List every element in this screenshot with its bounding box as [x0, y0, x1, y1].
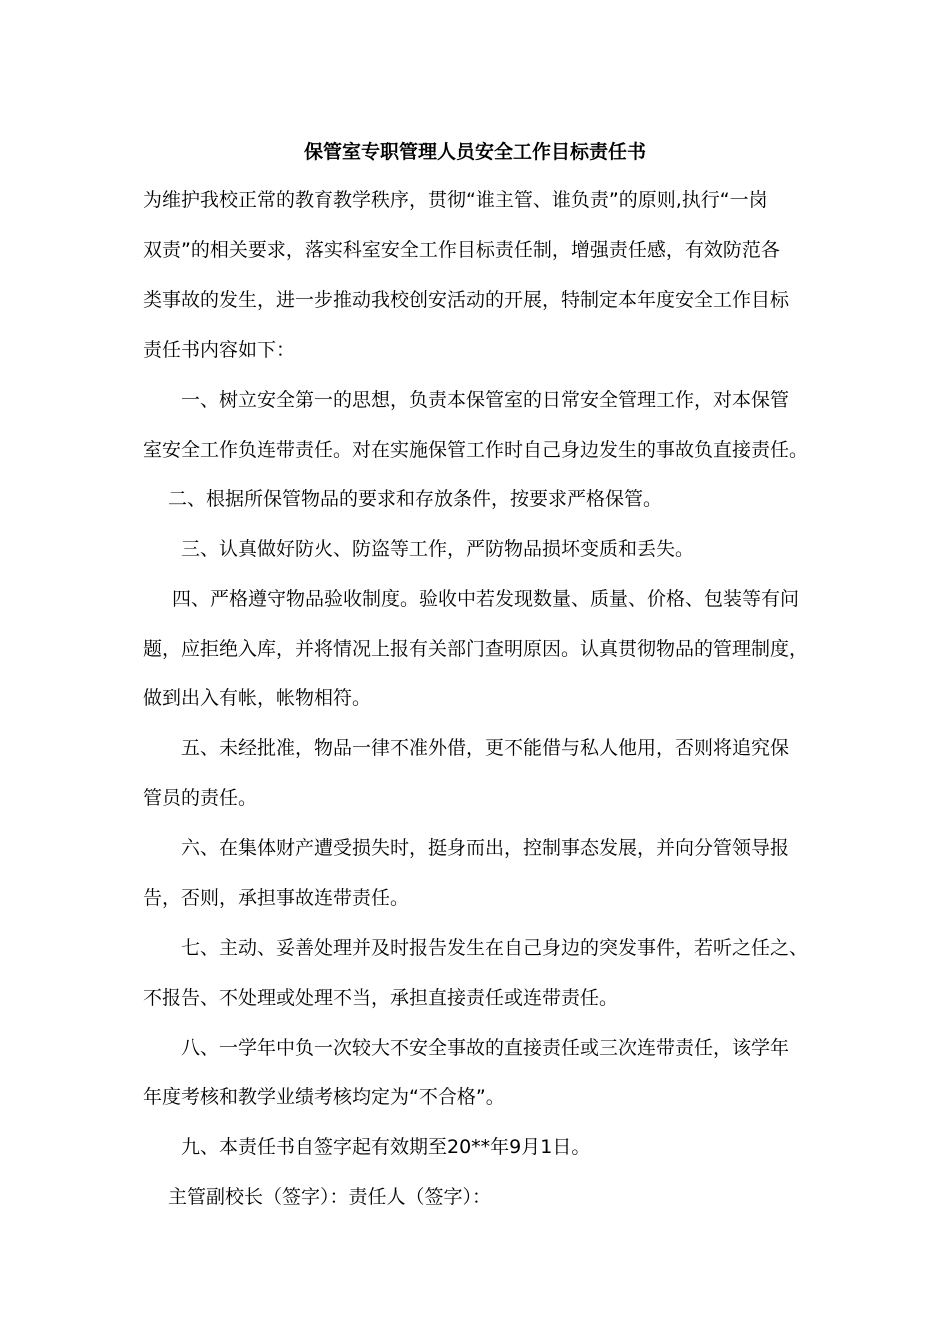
- preamble-line-4: 责任书内容如下：: [143, 339, 296, 361]
- document-title: 保管室专职管理人员安全工作目标责任书: [303, 141, 646, 163]
- preamble-line-1: 为维护我校正常的教育教学秩序，贯彻“谁主管、谁负责”的原则,执行“一岗: [143, 189, 768, 211]
- signature-line: 主管副校长（签字）：责任人（签字）：: [168, 1186, 492, 1208]
- clause-3: 三、认真做好防火、防盗等工作，严防物品损坏变质和丢失。: [181, 538, 695, 560]
- clause-1-line-1: 一、树立安全第一的思想，负责本保管室的日常安全管理工作，对本保管: [181, 389, 790, 411]
- clause-6-line-2: 告，否则，承担事故连带责任。: [143, 887, 410, 909]
- clause-4-line-2: 题，应拒绝入库，并将情况上报有关部门查明原因。认真贯彻物品的管理制度，: [143, 638, 809, 660]
- clause-6-line-1: 六、在集体财产遭受损失时，挺身而出，控制事态发展，并向分管领导报: [181, 837, 790, 859]
- clause-8-line-2: 年度考核和教学业绩考核均定为“不合格”。: [143, 1086, 505, 1108]
- clause-9: 九、本责任书自签字起有效期至20**年9月1日。: [181, 1136, 591, 1158]
- clause-4-line-1: 四、严格遵守物品验收制度。验收中若发现数量、质量、价格、包装等有问: [172, 588, 800, 610]
- clause-4-line-3: 做到出入有帐，帐物相符。: [143, 687, 372, 709]
- preamble-line-2: 双责”的相关要求，落实科室安全工作目标责任制，增强责任感，有效防范各: [143, 239, 780, 261]
- clause-8-line-1: 八、一学年中负一次较大不安全事故的直接责任或三次连带责任，该学年: [181, 1037, 790, 1059]
- clause-7-line-2: 不报告、不处理或处理不当，承担直接责任或连带责任。: [143, 987, 619, 1009]
- preamble-line-3: 类事故的发生，进一步推动我校创安活动的开展，特制定本年度安全工作目标: [143, 289, 790, 311]
- clause-5-line-2: 管员的责任。: [143, 787, 258, 809]
- clause-2: 二、根据所保管物品的要求和存放条件，按要求严格保管。: [168, 488, 663, 510]
- clause-5-line-1: 五、未经批准，物品一律不准外借，更不能借与私人他用，否则将追究保: [181, 737, 790, 759]
- clause-1-line-2: 室安全工作负连带责任。对在实施保管工作时自己身边发生的事故负直接责任。: [143, 439, 809, 461]
- clause-7-line-1: 七、主动、妥善处理并及时报告发生在自己身边的突发事件，若听之任之、: [181, 937, 809, 959]
